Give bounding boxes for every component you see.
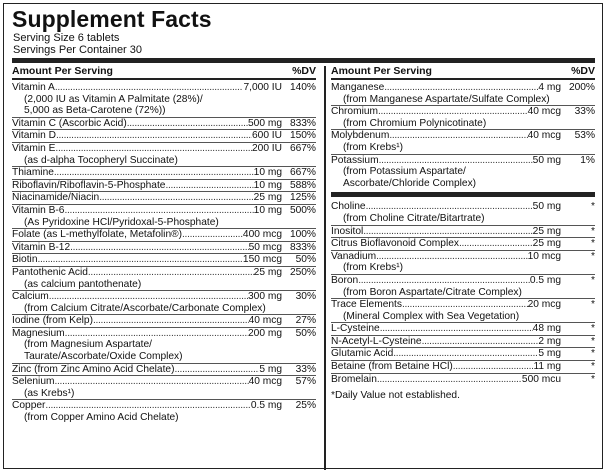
nutrient-dv: 27% <box>295 315 316 327</box>
nutrient-name: L-Cysteine <box>331 323 380 335</box>
nutrient-name: Vitamin A <box>12 82 55 93</box>
leader-dots <box>376 251 527 263</box>
nutrient-amount: 4 mg <box>538 82 561 93</box>
nutrient-dv: 33% <box>574 106 595 118</box>
supplement-facts-panel <box>3 3 603 469</box>
nutrient-source: (as calcium pantothenate) <box>24 278 142 290</box>
nutrient-name: Vitamin B-12 <box>12 241 71 253</box>
nutrient-name: Bromelain <box>331 373 377 385</box>
nutrient-source: (from Choline Citrate/Bitartrate) <box>343 212 485 224</box>
nutrient-amount: 200 IU <box>251 142 282 154</box>
leader-dots <box>379 155 533 167</box>
nutrient-dv: 140% <box>289 82 316 93</box>
thick-rule <box>12 58 595 63</box>
nutrient-source: (from Chromium Polynicotinate) <box>343 117 487 129</box>
nutrient-item <box>331 225 595 238</box>
nutrient-item <box>331 274 595 298</box>
nutrient-item <box>12 142 316 166</box>
leader-dots <box>64 205 253 217</box>
nutrient-dv: 250% <box>289 266 316 278</box>
nutrient-item <box>12 166 316 179</box>
nutrient-amount: 50 mg <box>532 201 561 213</box>
nutrient-row <box>12 267 316 279</box>
nutrient-item <box>12 117 316 130</box>
nutrient-dv: 30% <box>295 291 316 303</box>
nutrient-item <box>12 375 316 399</box>
leader-dots <box>37 254 242 266</box>
footnote: *Daily Value not established. <box>331 390 460 402</box>
nutrient-amount: 10 mg <box>253 179 282 191</box>
nutrient-source: (as Krebs¹) <box>24 387 75 399</box>
nutrient-amount: 11 mg <box>533 361 561 373</box>
nutrient-item <box>12 253 316 266</box>
nutrient-amount: 50 mg <box>532 154 561 166</box>
nutrient-dv: * <box>591 361 595 373</box>
nutrient-item <box>331 237 595 250</box>
nutrient-dv: 125% <box>289 192 316 204</box>
nutrient-name: Boron <box>331 274 359 286</box>
nutrient-name: Magnesium <box>12 327 65 339</box>
nutrient-name: Manganese <box>331 82 385 93</box>
nutrient-source: (from Copper Amino Acid Chelate) <box>24 412 179 424</box>
nutrient-row <box>331 106 595 118</box>
nutrient-dv: * <box>591 225 595 237</box>
nutrient-amount: 500 mg <box>248 117 282 129</box>
leader-dots <box>93 315 249 327</box>
nutrient-amount: 25 mg <box>253 266 282 278</box>
nutrient-amount: 400 mcg <box>242 229 282 241</box>
nutrient-name: Chromium <box>331 106 378 118</box>
nutrient-name: Thiamine <box>12 167 54 179</box>
nutrient-source: (from Manganese Aspartate/Sulfate Complex) <box>343 93 550 105</box>
nutrient-row <box>331 251 595 263</box>
leader-dots <box>182 229 243 241</box>
nutrient-name: Riboflavin/Riboflavin-5-Phosphate <box>12 179 166 191</box>
nutrient-amount: 5 mg <box>259 363 282 375</box>
leader-dots <box>358 275 530 287</box>
leader-dots <box>366 201 533 213</box>
nutrient-source: (from Potassium Aspartate/ <box>343 166 466 178</box>
nutrient-item <box>331 298 595 322</box>
nutrient-item <box>12 179 316 192</box>
nutrient-amount: 40 mcg <box>527 130 561 142</box>
nutrient-item <box>12 327 316 363</box>
nutrient-row <box>12 82 316 94</box>
right-top-nutrient-list <box>331 82 595 189</box>
nutrient-amount: 25 mg <box>532 225 561 237</box>
nutrient-item <box>12 399 316 423</box>
nutrient-row <box>331 226 595 238</box>
nutrient-name: Folate (as L-methylfolate, Metafolin®) <box>12 229 183 241</box>
left-header <box>12 66 316 80</box>
nutrient-source: (from Boron Aspartate/Citrate Complex) <box>343 286 522 298</box>
nutrient-name: Pantothenic Acid <box>12 266 88 278</box>
nutrient-dv: 588% <box>289 179 316 191</box>
nutrient-row <box>12 192 316 204</box>
leader-dots <box>56 130 252 142</box>
leader-dots <box>402 299 528 311</box>
nutrient-row <box>12 167 316 179</box>
nutrient-row <box>12 130 316 142</box>
nutrient-row <box>331 130 595 142</box>
nutrient-item <box>331 82 595 105</box>
nutrient-name: Inositol <box>331 225 364 237</box>
right-column <box>331 66 595 402</box>
leader-dots <box>65 328 248 340</box>
nutrient-name: Biotin <box>12 254 38 266</box>
nutrient-dv: 667% <box>289 167 316 179</box>
leader-dots <box>389 130 527 142</box>
nutrient-amount: 40 mcg <box>248 376 282 388</box>
nutrient-source: 5,000 as Beta-Carotene (72%)) <box>24 105 166 117</box>
nutrient-item <box>331 154 595 190</box>
nutrient-row <box>331 82 595 94</box>
nutrient-name: Vitamin E <box>12 142 56 154</box>
nutrient-source: Taurate/Ascorbate/Oxide Complex) <box>24 351 183 363</box>
nutrient-amount: 150 mcg <box>242 254 282 266</box>
nutrient-dv: 833% <box>289 241 316 253</box>
nutrient-item <box>331 129 595 153</box>
nutrient-name: Vanadium <box>331 250 377 262</box>
nutrient-dv: * <box>591 250 595 262</box>
nutrient-dv: 200% <box>568 82 595 93</box>
nutrient-amount: 200 mg <box>248 327 282 339</box>
nutrient-item <box>12 204 316 228</box>
nutrient-item <box>331 250 595 274</box>
nutrient-name: Selenium <box>12 376 55 388</box>
left-nutrient-list <box>12 82 316 424</box>
right-bottom-nutrient-list <box>331 201 595 385</box>
nutrient-source: (as d-alpha Tocopheryl Succinate) <box>24 154 178 166</box>
servings-per-container: Servings Per Container 30 <box>13 44 143 56</box>
column-divider <box>324 66 326 470</box>
leader-dots <box>70 242 248 254</box>
leader-dots <box>99 192 253 204</box>
leader-dots <box>453 361 534 373</box>
nutrient-row <box>12 400 316 412</box>
nutrient-dv: * <box>591 238 595 250</box>
leader-dots <box>175 364 260 376</box>
nutrient-amount: 10 mcg <box>527 250 561 262</box>
nutrient-name: Iodine (from Kelp) <box>12 315 93 327</box>
nutrient-amount: 7,000 IU <box>243 82 282 93</box>
leader-dots <box>384 82 538 94</box>
nutrient-item <box>331 360 595 373</box>
nutrient-item <box>331 335 595 348</box>
nutrient-amount: 48 mg <box>532 323 561 335</box>
nutrient-name: Molybdenum <box>331 130 390 142</box>
nutrient-name: Potassium <box>331 154 379 166</box>
nutrient-amount: 0.5 mg <box>250 400 282 412</box>
nutrient-source: (from Calcium Citrate/Ascorbate/Carbonate Complex) <box>24 302 266 314</box>
nutrient-dv: 53% <box>574 130 595 142</box>
nutrient-row <box>12 254 316 266</box>
nutrient-name: Betaine (from Betaine HCl) <box>331 361 453 373</box>
section-rule <box>331 192 595 197</box>
nutrient-dv: * <box>591 348 595 360</box>
amount-per-serving-label: Amount Per Serving <box>331 65 432 77</box>
nutrient-row <box>12 180 316 192</box>
leader-dots <box>459 238 533 250</box>
nutrient-row <box>12 242 316 254</box>
nutrient-row <box>331 348 595 360</box>
leader-dots <box>380 323 533 335</box>
nutrient-amount: 40 mcg <box>527 106 561 118</box>
nutrient-dv: 33% <box>295 363 316 375</box>
nutrient-row <box>12 205 316 217</box>
nutrient-dv: * <box>591 274 595 286</box>
nutrient-row <box>12 328 316 340</box>
nutrient-dv: 150% <box>289 130 316 142</box>
nutrient-dv: 50% <box>295 254 316 266</box>
nutrient-source: (Mineral Complex with Sea Vegetation) <box>343 310 520 322</box>
nutrient-amount: 300 mg <box>248 291 282 303</box>
leader-dots <box>378 106 528 118</box>
leader-dots <box>363 226 532 238</box>
nutrient-dv: 1% <box>580 154 595 166</box>
nutrient-row <box>331 361 595 373</box>
nutrient-amount: 10 mg <box>253 204 282 216</box>
nutrient-name: Citrus Bioflavonoid Complex <box>331 238 459 250</box>
nutrient-item <box>331 373 595 386</box>
nutrient-row <box>331 336 595 348</box>
nutrient-name: Glutamic Acid <box>331 348 394 360</box>
nutrient-dv: 50% <box>295 327 316 339</box>
leader-dots <box>165 180 253 192</box>
nutrient-dv: 57% <box>295 376 316 388</box>
nutrient-row <box>12 364 316 376</box>
nutrient-amount: 600 IU <box>251 130 282 142</box>
leader-dots <box>377 374 522 386</box>
nutrient-amount: 25 mg <box>532 238 561 250</box>
nutrient-row <box>12 315 316 327</box>
leader-dots <box>54 167 254 179</box>
left-column <box>12 66 316 424</box>
nutrient-row <box>12 143 316 155</box>
nutrient-row <box>331 323 595 335</box>
nutrient-row <box>331 275 595 287</box>
nutrient-amount: 50 mcg <box>248 241 282 253</box>
leader-dots <box>127 118 248 130</box>
nutrient-name: Vitamin D <box>12 130 56 142</box>
panel-title: Supplement Facts <box>12 6 212 32</box>
nutrient-name: N-Acetyl-L-Cysteine <box>331 335 422 347</box>
nutrient-amount: 40 mcg <box>248 315 282 327</box>
nutrient-name: Vitamin B-6 <box>12 204 65 216</box>
right-header <box>331 66 595 80</box>
nutrient-item <box>12 228 316 241</box>
nutrient-amount: 0.5 mg <box>529 274 561 286</box>
nutrient-source: (from Krebs¹) <box>343 262 403 274</box>
nutrient-item <box>12 363 316 376</box>
nutrient-row <box>331 374 595 386</box>
nutrient-source: (2,000 IU as Vitamin A Palmitate (28%)/ <box>24 93 203 105</box>
leader-dots <box>49 291 248 303</box>
nutrient-item <box>12 129 316 142</box>
nutrient-row <box>12 229 316 241</box>
nutrient-row <box>331 299 595 311</box>
nutrient-row <box>12 291 316 303</box>
nutrient-item <box>331 322 595 335</box>
nutrient-name: Vitamin C (Ascorbic Acid) <box>12 117 127 129</box>
nutrient-name: Trace Elements <box>331 299 402 311</box>
nutrient-dv: * <box>591 299 595 311</box>
nutrient-name: Copper <box>12 400 46 412</box>
nutrient-row <box>12 376 316 388</box>
leader-dots <box>55 143 252 155</box>
nutrient-name: Niacinamide/Niacin <box>12 192 100 204</box>
leader-dots <box>88 267 254 279</box>
nutrient-amount: 20 mcg <box>527 299 561 311</box>
nutrient-item <box>12 266 316 290</box>
dv-label: %DV <box>571 65 595 77</box>
nutrient-name: Choline <box>331 201 366 213</box>
nutrient-amount: 10 mg <box>253 167 282 179</box>
nutrient-item <box>12 241 316 254</box>
nutrient-name: Zinc (from Zinc Amino Acid Chelate) <box>12 363 175 375</box>
nutrient-dv: * <box>591 335 595 347</box>
nutrient-dv: 667% <box>289 142 316 154</box>
leader-dots <box>422 336 539 348</box>
nutrient-row <box>331 155 595 167</box>
nutrient-dv: 100% <box>289 229 316 241</box>
nutrient-row <box>12 118 316 130</box>
nutrient-dv: * <box>591 373 595 385</box>
nutrient-dv: * <box>591 323 595 335</box>
nutrient-item <box>12 314 316 327</box>
nutrient-amount: 5 mg <box>538 348 561 360</box>
nutrient-item <box>331 201 595 224</box>
nutrient-amount: 25 mg <box>253 192 282 204</box>
leader-dots <box>55 82 244 94</box>
nutrient-dv: 500% <box>289 204 316 216</box>
nutrient-item <box>12 290 316 314</box>
leader-dots <box>45 400 250 412</box>
nutrient-source: (from Magnesium Aspartate/ <box>24 339 152 351</box>
nutrient-source: Ascorbate/Chloride Complex) <box>343 177 477 189</box>
leader-dots <box>393 348 538 360</box>
nutrient-amount: 500 mcu <box>521 373 561 385</box>
nutrient-row <box>331 201 595 213</box>
amount-per-serving-label: Amount Per Serving <box>12 65 113 77</box>
nutrient-dv: 833% <box>289 117 316 129</box>
nutrient-item <box>331 347 595 360</box>
nutrient-source: (from Krebs¹) <box>343 141 403 153</box>
nutrient-item <box>12 82 316 117</box>
nutrient-row <box>331 238 595 250</box>
leader-dots <box>54 376 248 388</box>
dv-label: %DV <box>292 65 316 77</box>
nutrient-item <box>331 105 595 129</box>
nutrient-source: (As Pyridoxine HCl/Pyridoxal-5-Phosphate) <box>24 216 219 228</box>
serving-size: Serving Size 6 tablets <box>13 32 120 44</box>
nutrient-name: Calcium <box>12 291 49 303</box>
nutrient-dv: * <box>591 201 595 213</box>
nutrient-amount: 2 mg <box>538 335 561 347</box>
nutrient-item <box>12 191 316 204</box>
nutrient-dv: 25% <box>295 400 316 412</box>
